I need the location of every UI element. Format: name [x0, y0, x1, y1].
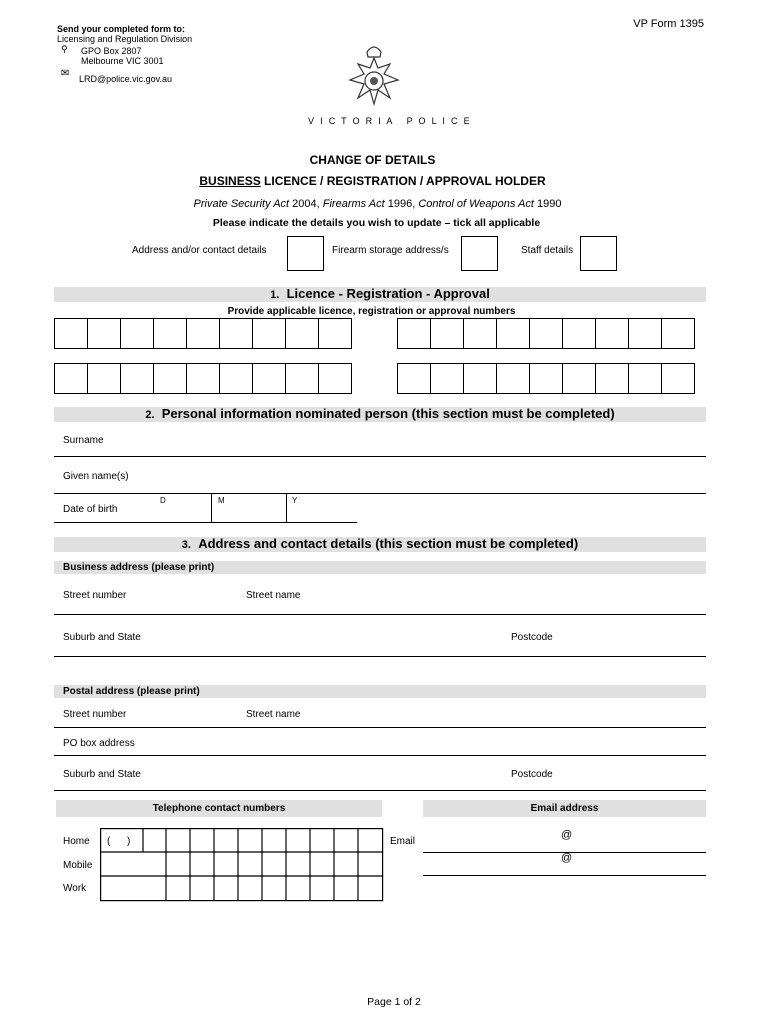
postal-street-field[interactable]: [54, 727, 706, 728]
page-subtitle: [0, 174, 745, 188]
tick-box-firearm[interactable]: [461, 236, 498, 271]
given-names-label: Given name(s): [63, 471, 129, 482]
location-pin-icon: ⚲: [61, 44, 68, 54]
email-heading: Email address: [530, 803, 599, 814]
page-title: CHANGE OF DETAILS: [309, 153, 436, 167]
form-id: VP Form 1395: [633, 18, 704, 30]
victoria-police-logo-icon: [342, 40, 406, 112]
dob-label: Date of birth: [63, 504, 118, 515]
section1-heading: [54, 286, 706, 301]
postal-street-number-label: Street number: [63, 709, 127, 720]
phone-heading: Telephone contact numbers: [152, 803, 286, 814]
licence-grid-4[interactable]: [397, 363, 695, 394]
page-number: Page 1 of 2: [367, 996, 421, 1008]
postal-suburb-label: Suburb and State: [63, 769, 141, 780]
tick-box-address[interactable]: [287, 236, 324, 271]
act2: Firearms Act: [322, 198, 385, 210]
area-code: ( ): [107, 836, 131, 847]
dob-divider-1: [211, 494, 212, 523]
email-at-2: @: [561, 852, 573, 864]
business-postcode-label: Postcode: [511, 632, 553, 643]
postal-address-heading: Postal address (please print): [63, 686, 200, 697]
section1-number: 1.: [270, 289, 280, 301]
section3-heading: [54, 536, 706, 551]
instruction: Please indicate the details you wish to update – tick all applicable: [212, 217, 541, 229]
dob-field[interactable]: [54, 522, 357, 523]
po-box-label: PO box address: [63, 738, 135, 749]
section2-number: 2.: [145, 409, 155, 421]
postal-street-name-label: Street name: [246, 709, 301, 720]
envelope-icon: ✉: [61, 68, 70, 79]
business-address-heading: Business address (please print): [63, 562, 215, 573]
po-box-field[interactable]: [54, 755, 706, 756]
send-to-address-line2: Melbourne VIC 3001: [81, 56, 164, 66]
mobile-label: Mobile: [63, 860, 93, 871]
year3: 1990: [533, 198, 562, 210]
section1-title: Licence - Registration - Approval: [286, 286, 490, 301]
work-label: Work: [63, 883, 87, 894]
phone-number-grid[interactable]: [100, 828, 384, 902]
section3-number: 3.: [181, 539, 191, 551]
send-to-division: Licensing and Regulation Division: [57, 34, 193, 44]
business-suburb-field[interactable]: [54, 656, 706, 657]
surname-label: Surname: [63, 435, 104, 446]
year2: 1996,: [384, 198, 419, 210]
tick-box-staff[interactable]: [580, 236, 617, 271]
act3: Control of Weapons Act: [418, 198, 534, 210]
dob-day-label: D: [160, 496, 166, 505]
email-at-1: @: [561, 829, 573, 841]
business-street-field[interactable]: [54, 614, 706, 615]
email-label: Email: [390, 836, 416, 847]
surname-field[interactable]: [54, 456, 706, 457]
logo-text: V I C T O R I A P O L I C E: [308, 116, 472, 126]
dob-year-label: Y: [292, 496, 298, 505]
postal-postcode-label: Postcode: [511, 769, 553, 780]
licence-grid-2[interactable]: [397, 318, 695, 349]
tick-option-staff-label: Staff details: [521, 245, 574, 256]
business-suburb-label: Suburb and State: [63, 632, 141, 643]
subtitle-underlined: BUSINESS: [199, 174, 261, 188]
business-street-name-label: Street name: [246, 590, 301, 601]
postal-suburb-field[interactable]: [54, 790, 706, 791]
year1: 2004,: [289, 198, 323, 210]
home-label: Home: [63, 836, 90, 847]
send-to-email: LRD@police.vic.gov.au: [79, 74, 173, 84]
section2-heading: [54, 406, 706, 421]
send-to-address-line1: GPO Box 2807: [81, 46, 142, 56]
send-to-heading: Send your completed form to:: [57, 24, 186, 34]
given-names-field[interactable]: [54, 493, 706, 494]
email-field-2[interactable]: [423, 875, 706, 876]
business-street-number-label: Street number: [63, 590, 127, 601]
act1: Private Security Act: [193, 198, 290, 210]
section3-title: Address and contact details (this section must be completed): [198, 536, 579, 551]
dob-divider-2: [286, 494, 287, 523]
licence-grid-3[interactable]: [54, 363, 352, 394]
subtitle-rest: LICENCE / REGISTRATION / APPROVAL HOLDER: [260, 174, 546, 188]
acts-line: [0, 198, 755, 210]
tick-option-address-label: Address and/or contact details: [132, 245, 267, 256]
section1-subtitle: Provide applicable licence, registration or approval numbers: [227, 306, 516, 317]
tick-option-firearm-label: Firearm storage address/s: [332, 245, 449, 256]
section2-title: Personal information nominated person (this section must be completed): [161, 406, 615, 421]
dob-month-label: M: [218, 496, 225, 505]
licence-grid-1[interactable]: [54, 318, 352, 349]
